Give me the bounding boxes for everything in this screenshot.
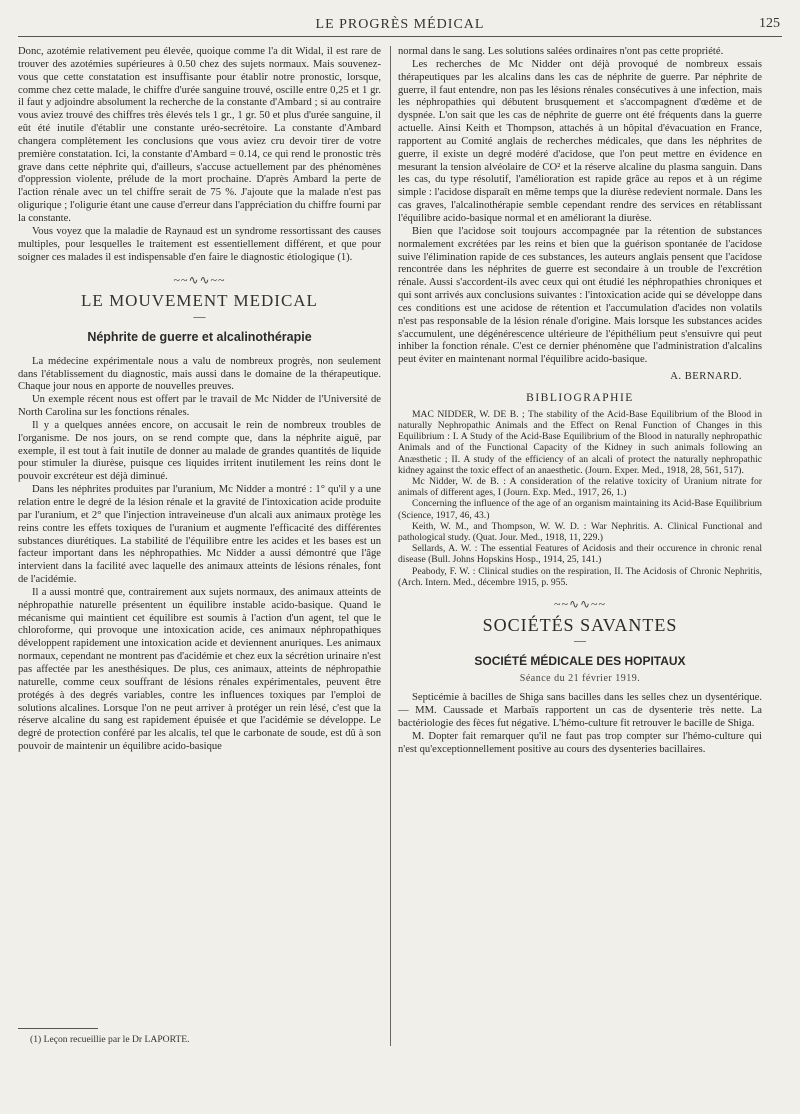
section-dash: — <box>193 309 206 324</box>
intro-paragraph: Vous voyez que la maladie de Raynaud est un syndrome ressortissant des causes multiples, pour lesquelles le traitement est essentiellement différent, et que pour soigner ces malades il est indispensable d'en faire le diagnostic étiologique (1). <box>18 225 381 263</box>
seance-date: Séance du 21 février 1919. <box>519 673 641 685</box>
journal-title: LE PROGRÈS MÉDICAL <box>315 17 485 32</box>
page-header <box>18 10 782 37</box>
ornament-divider: ~~∿∿~~ <box>173 273 226 288</box>
footnote-rule <box>18 1028 98 1029</box>
section-title: LE MOUVEMENT MEDICAL <box>81 291 318 311</box>
bibliography-entry: Concerning the influence of the age of an organism maintaining its Acid-Base Equilibrium (Science, 1917, 46, 43.) <box>398 498 762 521</box>
column-divider <box>390 46 391 1046</box>
article-title: Néphrite de guerre et alcalinothérapie <box>87 329 312 344</box>
right-column <box>398 46 762 756</box>
intro-paragraph: Donc, azotémie relativement peu élevée, quoique comme l'a dit Widal, il est rare de trouver des azotémies supérieures à 0.50 chez des sujets normaux. Mais souvenez-vous que cette constatation est insuffisante pour établir notre pronostic, lorsque, comme chez cette malade, le chiffre d'urée sanguine trouvé, oscille entre 0,25 et 1 gr. il faut y adjoindre absolument la recherche de la constante d'Ambard ; si au contraire vous aviez trouvé des chiffres très élevés tels 1 gr., 1 gr. 50 et plus d'urée sanguine, il eût été inutile d'établir une constante uréo-secrétoire. La constante d'Ambard changera complètement les conclusions que vous aviez cru devoir tirer de votre première constatation. Ici, la constante d'Ambard = 0.14, ce qui rend le pronostic très grave dans cette néphrite qui, d'ailleurs, s'accuse actuellement par des phénomènes d'oppression violente, prélude de la mort prochaine. D'après Ambard la perte de l'action rénale avec un tel chiffre serait de 75 %. J'ajoute que la malade n'est pas oligurique ; l'oligurie étant une cause d'erreur dans l'appréciation du chiffre fourni par la constante. <box>18 46 381 224</box>
society-name: SOCIÉTÉ MÉDICALE DES HOPITAUX <box>474 653 686 668</box>
society-paragraph: Septicémie à bacilles de Shiga sans bacilles dans les selles chez un dysentérique. — MM. Caussade et Marbaïs rapportent un cas de dysenterie très nette. La bactériologie des fèces fut négative. L'hémo-culture fit retrouver le bacille de Shiga. <box>398 692 762 729</box>
article-paragraph: Un exemple récent nous est offert par le travail de Mc Nidder de l'Université de North Carolina sur les fonctions rénales. <box>18 394 381 419</box>
page-number: 125 <box>759 16 780 31</box>
bibliography-entry: Sellards, A. W. : The essential Features of Acidosis and their occurence in chronic renal disease (Bull. Johns Hopskins Hosp., 1914, 25, 141.) <box>398 543 762 566</box>
section-dash: — <box>574 632 586 647</box>
article-paragraph: Il y a quelques années encore, on accusait le rein de nombreux troubles de l'organisme. De nos jours, on se rend compte que, dans la néphrite aiguë, par exemple, il est tout à fait inutile de donner au malade de grandes quantités de liquide pour stimuler la diurèse, puisque ces liquides irritent inutilement les reins dont le pouvoir excréteur est déjà diminué. <box>18 419 381 483</box>
bibliography-entry: MAC NIDDER, W. DE B. ; The stability of the Acid-Base Equilibrium of the Blood in naturally Nephropathic Animals and the Effect on Renal Function of Changes in this Equilibrium : I. A Study of the Acid-Base Equilibrium of the Blood in naturally nephropathic Animals and of the Functional Capacity of the Kidney in such animals following an Anæsthetic ; II. A study of the efficiency of an alcali of protect the naturally nephropathic kidney against the toxic effect of an anaesthetic. (Journ. Exper. Med., 1918, 28, 561, 517). <box>398 408 762 476</box>
bibliography-title: BIBLIOGRAPHIE <box>526 391 634 404</box>
ornament-divider: ~~∿∿~~ <box>553 597 607 612</box>
article-paragraph: Dans les néphrites produites par l'uranium, Mc Nidder a montré : 1° qu'il y a une relation entre le degré de la lésion rénale et la gravité de l'intoxication acide produite par l'uranium, et 2° que l'injection intraveineuse d'un alcali aux animaux protège les reins contre les effets toxiques de l'uranium et augmente l'efficacité des différentes substances diurétiques. La stabilité de l'équilibre entre les acides et les bases est un facteur important dans les néphropathies. Mc Nidder a aussi démontré que l'âge intervient dans la facilité avec laquelle des animaux atteints de lésions rénales, font de l'acidémie. <box>18 484 381 586</box>
article-paragraph: normal dans le sang. Les solutions salées ordinaires n'ont pas cette propriété. <box>398 46 724 57</box>
bibliography-entry: Mc Nidder, W. de B. : A consideration of the relative toxicity of Uranium nitrate for animals of different ages, I (Journ. Exp. Med., 1917, 26, 1.) <box>398 476 762 499</box>
society-paragraph: M. Dopter fait remarquer qu'il ne faut pas trop compter sur l'hémo-culture qui n'est qu'exceptionnellement positive au cours des dysenteries bacillaires. <box>398 730 762 755</box>
article-paragraph: Les recherches de Mc Nidder ont déjà provoqué de nombreux essais thérapeutiques par les alcalins dans les cas de néphrite de guerre. Par néphrite de guerre, il faut entendre, non pas les lésions rénales consécutives à une infection, mais les néphropathies qui débutent brusquement et s'accompagnent d'œdème et de dyspnée. L'on sait que les cas de néphrite de guerre ont été fréquents dans la guerre actuelle. Ainsi Keith et Thompson, attachés à un hôpital d'évacuation en France, rapportent au Comité anglais de recherches médicales, que dans les néphrites de guerre, il existe un degré modéré d'acidose, que l'on peut mettre en évidence en mesurant la tension alvéolaire de CO² et la réserve alcaline du plasma sanguin. Dans les cas, du type résolutif, l'amélioration est rapide grâce au repos et à un régime simple : l'acidose disparaît en même temps que la diurèse redevient normale. Dans les cas graves, l'alcalinothérapie semble cependant rendre des services en rétablissant l'équilibre acido-basique normal et en améliorant la diurèse. <box>398 58 762 224</box>
article-paragraph: Il a aussi montré que, contrairement aux sujets normaux, des animaux atteints de néphropathie naturelle présentent un équilibre instable acido-basique. Quand le mécanisme qui maintient cet équilibre est soumis à l'action d'un agent, tel que le chloroforme, qui provoque une intoxication acide, ces animaux néphropathiques développent rapidement une intoxication acide et deviennent anuriques. Les animaux normaux, cependant ne montrent pas d'acidémie et chez eux la sécrétion urinaire n'est pas affectée par les anesthésiques. De plus, ces animaux, atteints de néphropathie naturelle, comme ceux souffrant de lésions rénales expérimentales, peuvent être protégés à des degrés variables, contre les influences toxiques par l'emploi de solutions alcalines. Lorsque l'on ne peut arriver à protéger un rein lésé, c'est que la réserve alcaline du sang est rapidement épuisée et que l'acidémie se développe. Le degré de protection conféré par les alcalis, tel que le carbonate de soude, est dû à son pouvoir de maintenir un équilibre acido-basique <box>18 586 381 753</box>
article-paragraph: La médecine expérimentale nous a valu de nombreux progrès, non seulement dans l'établissement du diagnostic, mais aussi dans le domaine de la thérapeutique. Chaque jour nous en apporte de nouvelles preuves. <box>18 355 381 393</box>
left-column <box>18 46 381 754</box>
footnote: (1) Leçon recueillie par le Dr LAPORTE. <box>30 1034 190 1045</box>
bibliography-entry: Peabody, F. W. : Clinical studies on the respiration, II. The Acidosis of Chronic Nephritis, (Arch. Intern. Med., décembre 1915, p. 955. <box>398 565 762 588</box>
article-paragraph: Bien que l'acidose soit toujours accompagnée par la rétention de substances normalement excrétées par les reins et bien que la guérison spontanée de l'acidose suive l'élimination rapide de ces substances, les auteurs anglais pensent que l'acidose rencontrée dans les néphrites de guerre est secondaire à un trouble de l'excrétion rénale. Aussi s'accordent-ils avec ceux qui ont étudié les néphropathies chroniques et qui sont arrivés aux conclusions suivantes : l'intoxication acide qui se développe dans ces conditions est une acidose de rétention et l'accumulation d'acides non volatils n'est pas responsable de la lésion rénale d'origine. Mais lorsque les substances acides s'accumulent, une dégénérescence ultérieure de l'épithélium peut s'ensuivre qui peut inhiber la fonction rénale. C'est ce dernier phénomène que l'administration d'alcalins peut éviter en maintenant normal l'équilibre acido-basique. <box>398 225 762 366</box>
societies-title: SOCIÉTÉS SAVANTES <box>482 614 678 635</box>
bibliography-entry: Keith, W. M., and Thompson, W. W. D. : War Nephritis. A. Clinical Functional and pathological study. (Quat. Jour. Med., 1918, 11, 229.) <box>398 520 762 544</box>
author-signature: A. BERNARD. <box>670 371 742 383</box>
